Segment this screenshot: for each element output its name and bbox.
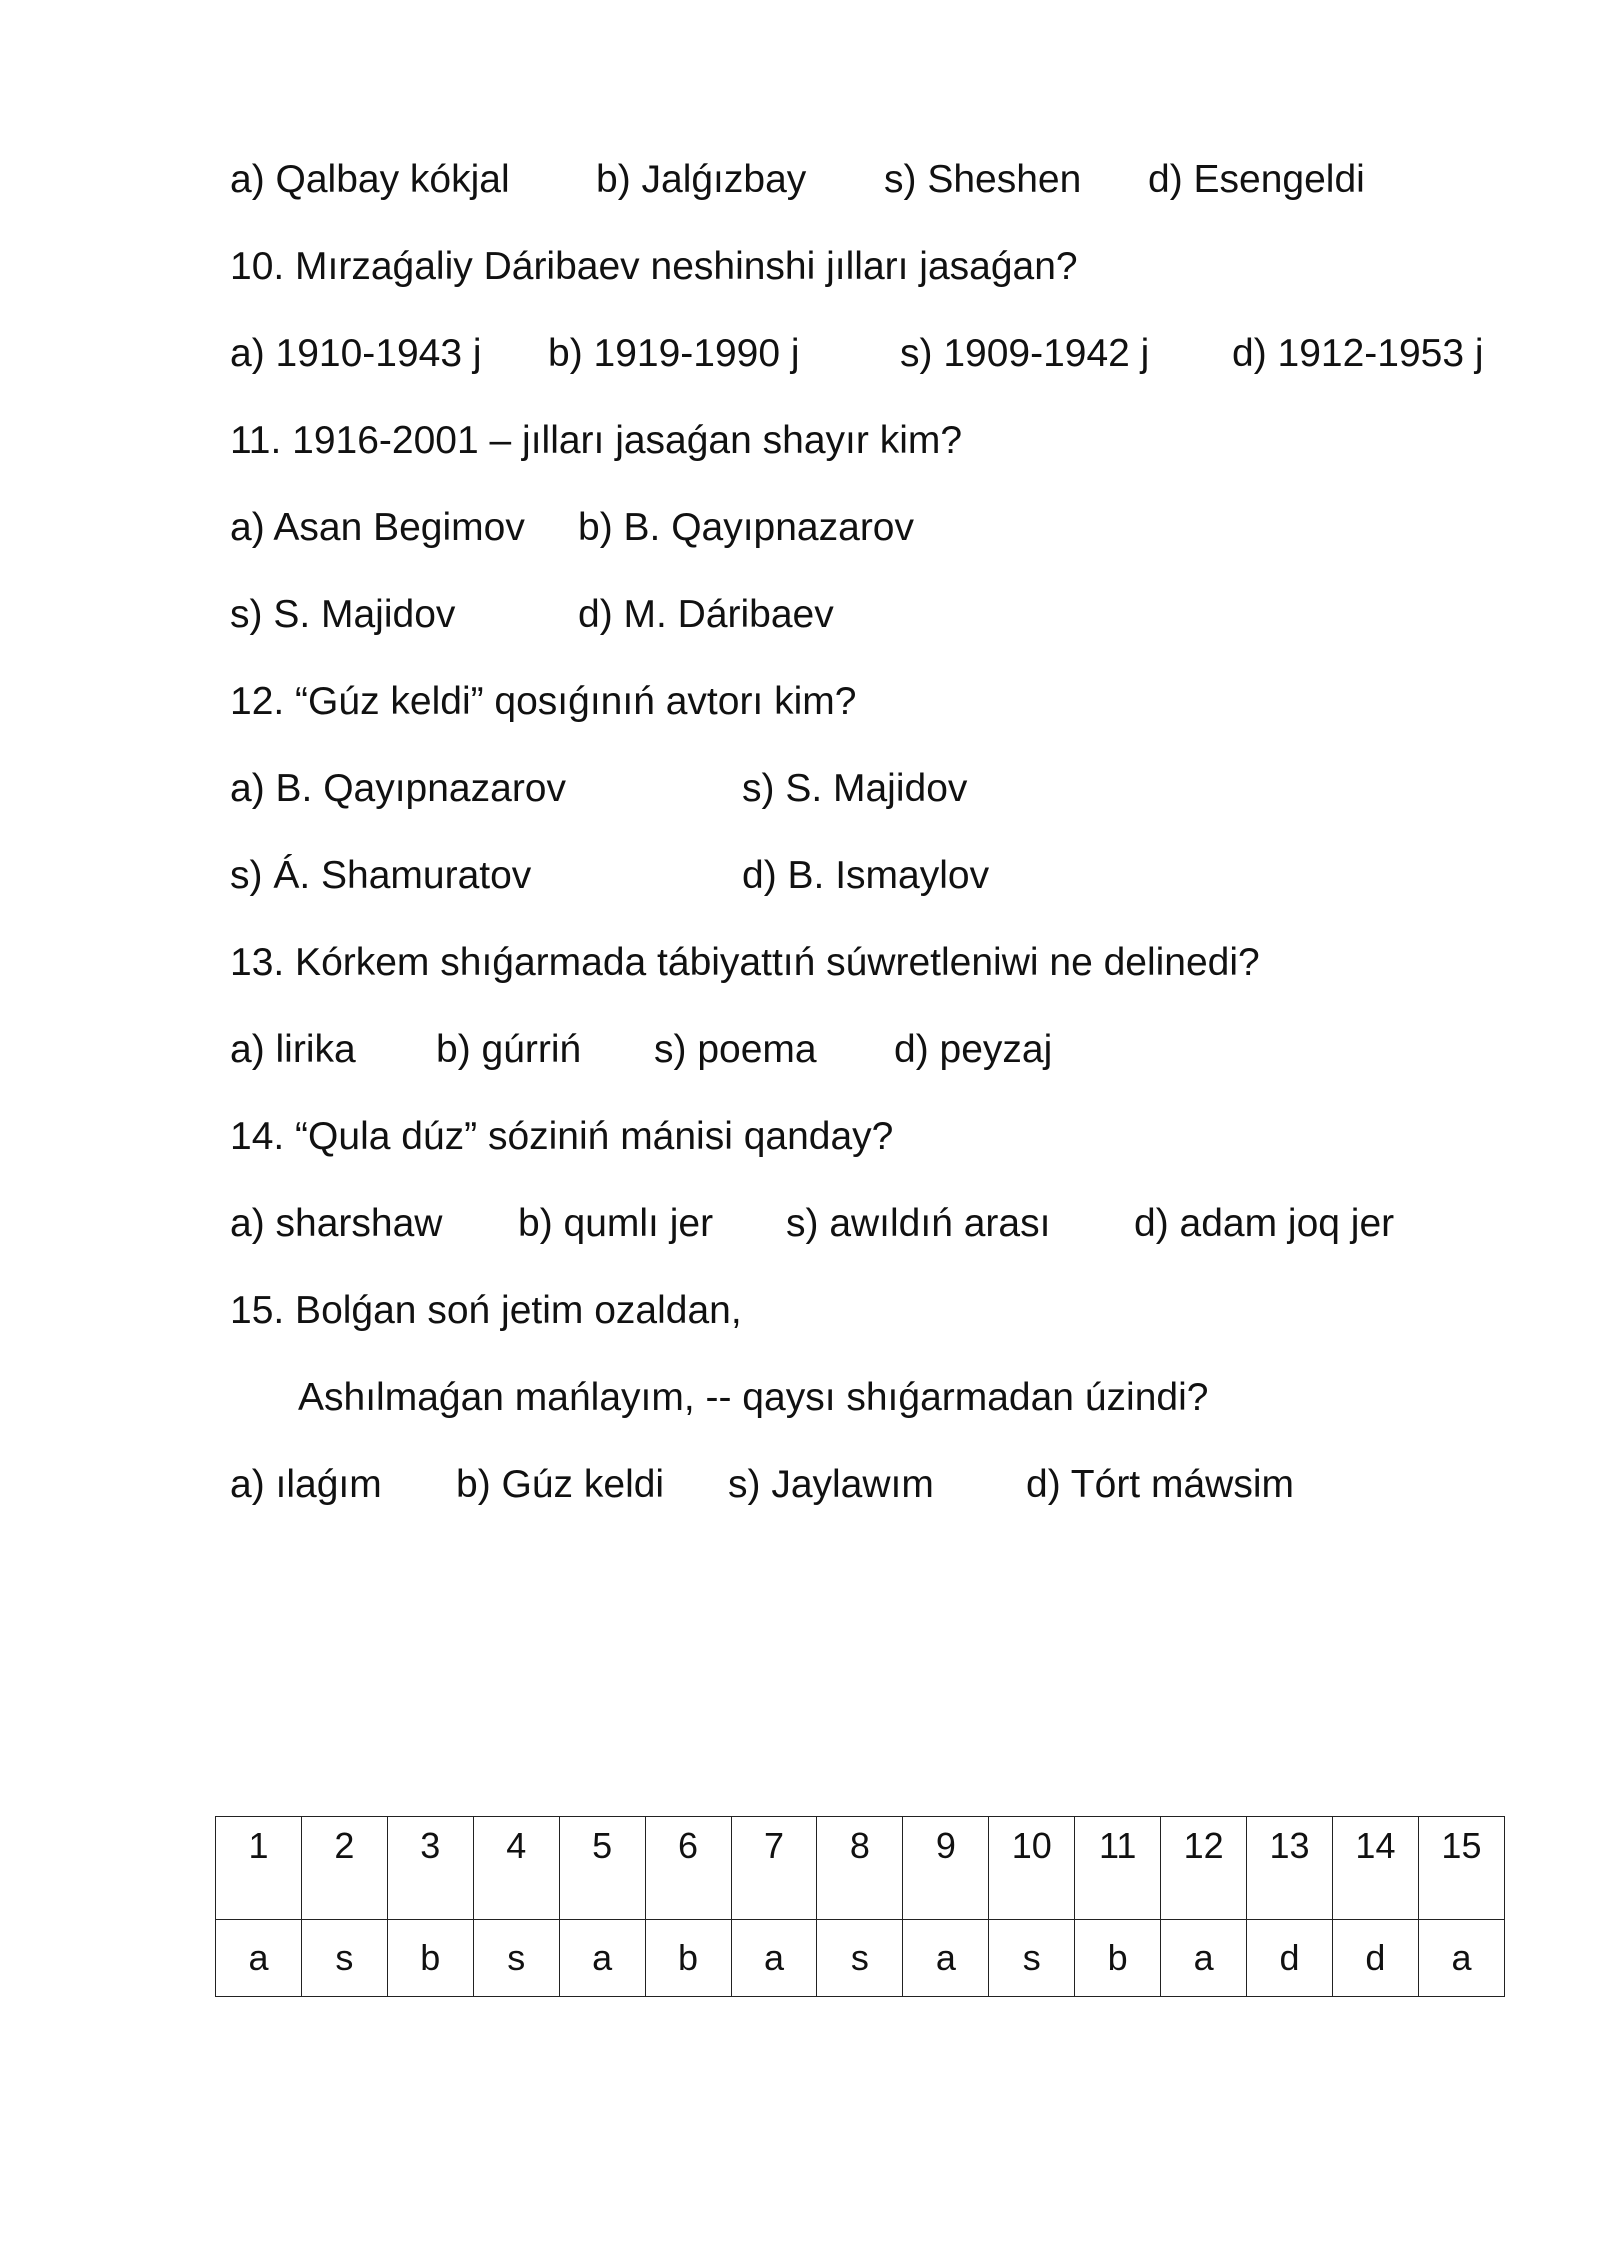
q9-option-a: a) Qalbay kókjal	[230, 158, 510, 201]
answer-key-number: 4	[473, 1817, 559, 1920]
q15-option-b: b) Gúz keldi	[456, 1463, 665, 1506]
answer-key-number: 1	[216, 1817, 302, 1920]
answer-key-answer: s	[301, 1920, 387, 1997]
answer-key-answer: s	[817, 1920, 903, 1997]
q11-option-d: d) M. Dáribaev	[578, 593, 834, 636]
answer-key-answer: a	[903, 1920, 989, 1997]
answer-key-answer: a	[216, 1920, 302, 1997]
q13-option-b: b) gúrriń	[436, 1028, 582, 1071]
answer-key-number: 8	[817, 1817, 903, 1920]
answer-key-number: 10	[989, 1817, 1075, 1920]
q12-option-a: a) B. Qayıpnazarov	[230, 767, 566, 810]
answer-key-answers-row	[216, 1920, 1505, 1997]
answer-key-number: 14	[1332, 1817, 1418, 1920]
answer-key-number: 15	[1418, 1817, 1504, 1920]
answer-key-number: 6	[645, 1817, 731, 1920]
q15-option-s: s) Jaylawım	[728, 1463, 934, 1506]
q12-option-d: d) B. Ismaylov	[742, 854, 990, 897]
q14-option-a: a) sharshaw	[230, 1202, 443, 1245]
q10-option-a: a) 1910-1943 j	[230, 332, 482, 375]
q14-option-s: s) awıldıń arası	[786, 1202, 1051, 1245]
q10-question: 10. Mırzaǵaliy Dáribaev neshinshi jılları jasaǵan?	[230, 245, 1078, 288]
answer-key-number: 9	[903, 1817, 989, 1920]
q9-option-b: b) Jalǵızbay	[596, 158, 807, 201]
answer-key-number: 12	[1161, 1817, 1247, 1920]
answer-key-number: 13	[1247, 1817, 1333, 1920]
answer-key-answer: a	[559, 1920, 645, 1997]
answer-key-answer: b	[645, 1920, 731, 1997]
q13-option-s: s) poema	[654, 1028, 817, 1071]
q11-option-b: b) B. Qayıpnazarov	[578, 506, 914, 549]
q13-option-a: a) lirika	[230, 1028, 356, 1071]
q15-option-d: d) Tórt máwsim	[1026, 1463, 1294, 1506]
answer-key-answer: b	[387, 1920, 473, 1997]
q14-question: 14. “Qula dúz” sóziniń mánisi qanday?	[230, 1115, 894, 1158]
answer-key-answer: s	[473, 1920, 559, 1997]
q15-option-a: a) ılaǵım	[230, 1463, 382, 1506]
q10-option-b: b) 1919-1990 j	[548, 332, 800, 375]
answer-key-answer: d	[1247, 1920, 1333, 1997]
q14-option-d: d) adam joq jer	[1134, 1202, 1395, 1245]
answer-key-numbers-row	[216, 1817, 1505, 1920]
answer-key-answer: s	[989, 1920, 1075, 1997]
q15-question-line2: Ashılmaǵan mańlayım, -- qaysı shıǵarmadan úzindi?	[298, 1376, 1209, 1419]
answer-key-answer: d	[1332, 1920, 1418, 1997]
answer-key-number: 5	[559, 1817, 645, 1920]
q14-option-b: b) qumlı jer	[518, 1202, 714, 1245]
q15-question-line1: 15. Bolǵan soń jetim ozaldan,	[230, 1289, 742, 1332]
q11-option-s: s) S. Majidov	[230, 593, 456, 636]
q11-option-a: a) Asan Begimov	[230, 506, 525, 549]
q10-option-s: s) 1909-1942 j	[900, 332, 1150, 375]
q13-option-d: d) peyzaj	[894, 1028, 1053, 1071]
q12-option-s: s) Á. Shamuratov	[230, 854, 532, 897]
answer-key-number: 7	[731, 1817, 817, 1920]
q10-option-d: d) 1912-1953 j	[1232, 332, 1484, 375]
q9-option-s: s) Sheshen	[884, 158, 1082, 201]
answer-key-number: 11	[1075, 1817, 1161, 1920]
q12-question: 12. “Gúz keldi” qosıǵınıń avtorı kim?	[230, 680, 857, 723]
q11-question: 11. 1916-2001 – jılları jasaǵan shayır kim?	[230, 419, 963, 462]
answer-key-table	[215, 1816, 1505, 1997]
answer-key-number: 3	[387, 1817, 473, 1920]
q13-question: 13. Kórkem shıǵarmada tábiyattıń súwretleniwi ne delinedi?	[230, 941, 1260, 984]
answer-key-answer: a	[731, 1920, 817, 1997]
q12-option-b: s) S. Majidov	[742, 767, 968, 810]
answer-key-answer: a	[1161, 1920, 1247, 1997]
q9-option-d: d) Esengeldi	[1148, 158, 1365, 201]
answer-key-answer: a	[1418, 1920, 1504, 1997]
answer-key-answer: b	[1075, 1920, 1161, 1997]
answer-key-number: 2	[301, 1817, 387, 1920]
